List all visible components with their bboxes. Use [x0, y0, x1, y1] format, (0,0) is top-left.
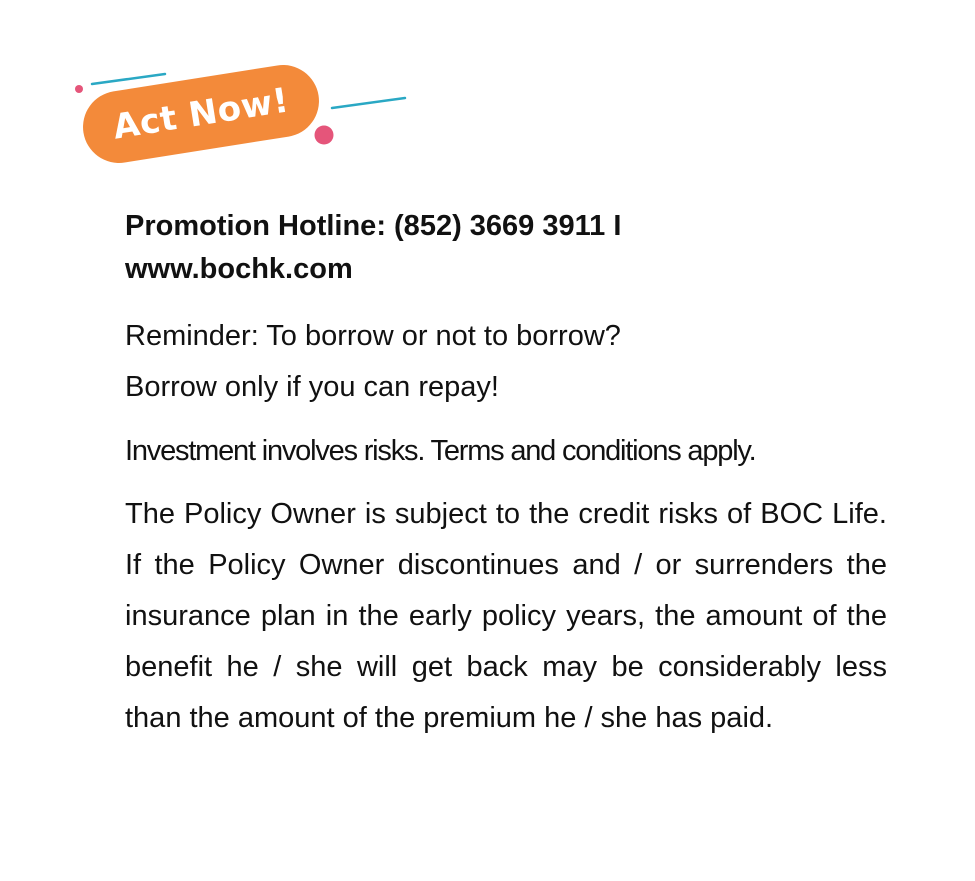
- borrowing-reminder: [125, 311, 887, 413]
- hotline-text: Promotion Hotline: (852) 3669 3911 I: [125, 210, 622, 242]
- promotion-hotline: [125, 205, 887, 291]
- act-now-badge: [70, 62, 420, 172]
- policy-disclaimer: The Policy Owner is subject to the credit risks of BOC Life. If the Policy Owner discontinues and / or surrenders the insurance plan in the early policy years, the amount of the benefit he / she will get back may be considerably less than the amount of the premium he / she has paid.: [125, 498, 887, 734]
- accent-line-top-left: [92, 74, 165, 84]
- disclaimer-content: [125, 205, 887, 744]
- reminder-line-1: Reminder: To borrow or not to borrow?: [125, 320, 621, 352]
- accent-line-right: [332, 98, 405, 108]
- reminder-line-2: Borrow only if you can repay!: [125, 371, 499, 403]
- investment-notice: Investment involves risks. Terms and conditions apply.: [125, 435, 756, 467]
- website-link[interactable]: www.bochk.com: [125, 253, 353, 285]
- badge-label: Act Now!: [110, 80, 292, 148]
- accent-dot-small: [75, 85, 83, 93]
- accent-dot-large: [315, 126, 334, 145]
